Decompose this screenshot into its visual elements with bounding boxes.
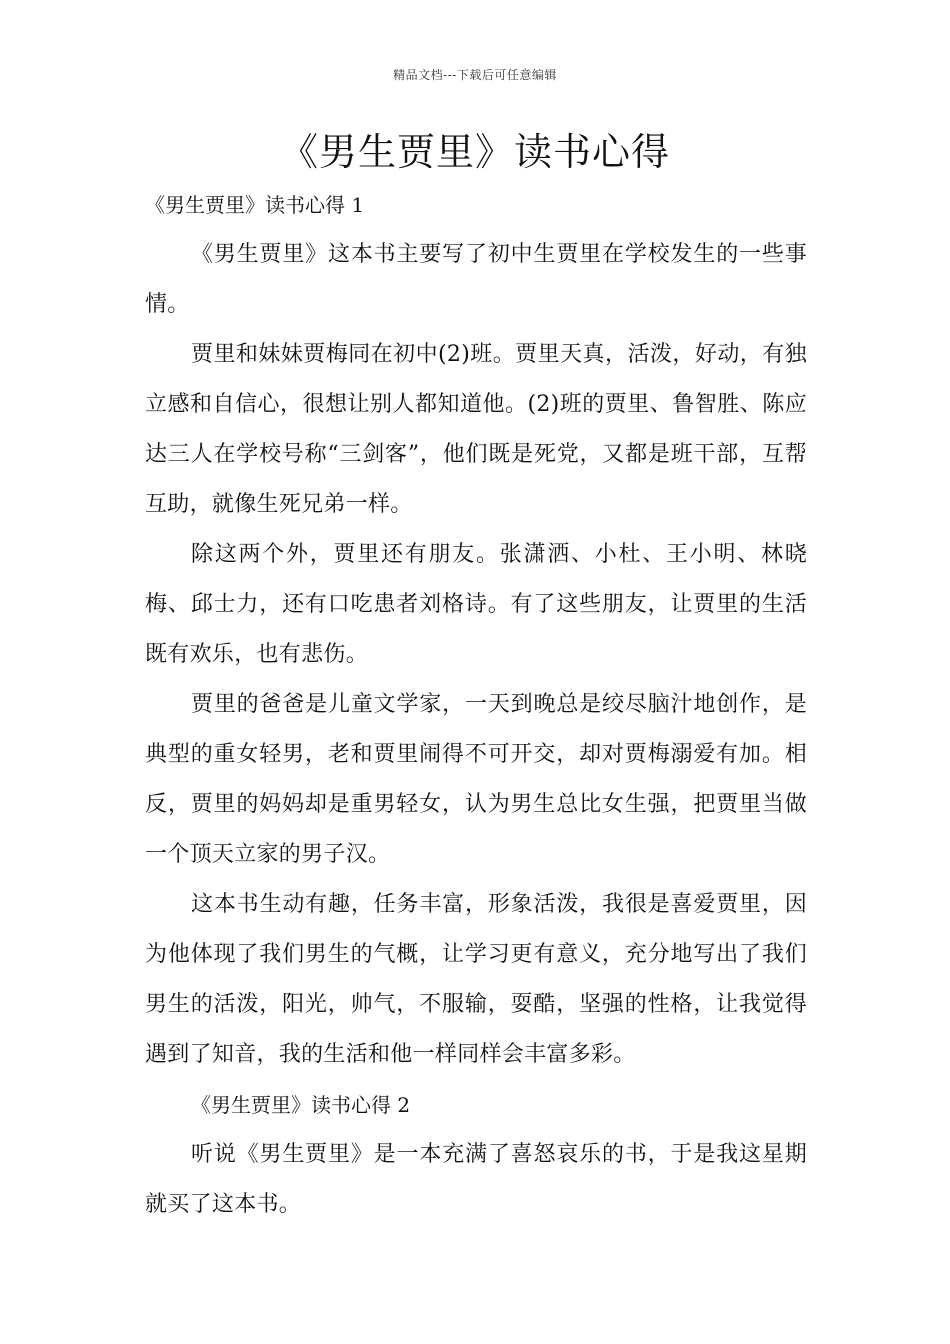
paragraph: 贾里和妹妹贾梅同在初中(2)班。贾里天真，活泼，好动，有独立感和自信心，很想让别人都知道他。(2)班的贾里、鲁智胜、陈应达三人在学校号称“三剑客”，他们既是死党，又都是班干部，互帮互助，就像生死兄弟一样。 — [145, 342, 807, 517]
paragraph: 贾里的爸爸是儿童文学家，一天到晚总是绞尽脑汁地创作，是典型的重女轻男，老和贾里闹得不可开交，却对贾梅溺爱有加。相反，贾里的妈妈却是重男轻女，认为男生总比女生强，把贾里当做一个顶天立家的男子汉。 — [145, 692, 807, 867]
header-note: 精品文档---下载后可任意编辑 — [393, 68, 557, 82]
section-heading-2: 《男生贾里》读书心得 2 — [191, 1093, 411, 1117]
paragraph: 《男生贾里》这本书主要写了初中生贾里在学校发生的一些事情。 — [145, 242, 807, 317]
paragraph: 除这两个外，贾里还有朋友。张潇洒、小杜、王小明、林晓梅、邱士力，还有口吃患者刘格诗。有了这些朋友，让贾里的生活既有欢乐，也有悲伤。 — [145, 542, 807, 667]
document-body — [145, 180, 807, 1230]
paragraph: 听说《男生贾里》是一本充满了喜怒哀乐的书，于是我这星期就买了这本书。 — [145, 1142, 807, 1217]
section-heading-1: 《男生贾里》读书心得 1 — [145, 193, 365, 217]
paragraph: 这本书生动有趣，任务丰富，形象活泼，我很是喜爱贾里，因为他体现了我们男生的气概，让学习更有意义，充分地写出了我们男生的活泼，阳光，帅气，不服输，耍酷，坚强的性格，让我觉得遇到了知音，我的生活和他一样同样会丰富多彩。 — [145, 892, 807, 1067]
document-title: 《男生贾里》读书心得 — [279, 130, 670, 174]
